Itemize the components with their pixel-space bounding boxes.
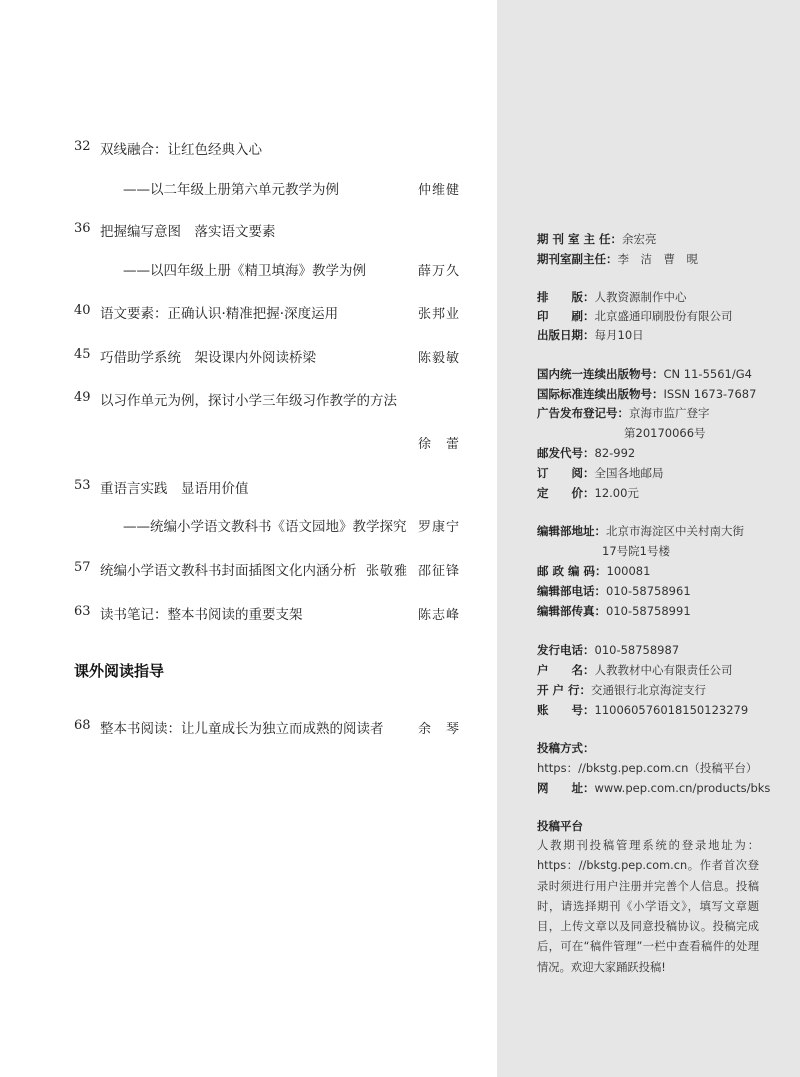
toc-article-author: 陈毅敏 [418, 351, 461, 366]
toc-article-title[interactable]: 统编小学语文教科书封面插图文化内涵分析 [100, 563, 357, 579]
section-heading: 课外阅读指导 [74, 662, 165, 680]
account-name-label: 户 名： [537, 663, 595, 677]
director-value: 余宏亮 [622, 232, 657, 246]
order-value: 全国各地邮局 [594, 466, 664, 480]
toc-article-author: 徐 蕾 [418, 437, 461, 452]
colophon-ad [537, 405, 710, 421]
toc-article-author: 罗康宁 [418, 520, 461, 535]
toc-article-title[interactable]: 语文要素：正确认识·精准把握·深度运用 [100, 306, 339, 322]
post-value: 82-992 [594, 446, 636, 460]
toc-article-title[interactable]: 整本书阅读：让儿童成长为独立而成熟的阅读者 [100, 721, 384, 737]
toc-page-number: 57 [74, 560, 91, 575]
colophon-account-name [537, 662, 733, 678]
fax-value: 010-58758991 [606, 604, 691, 618]
toc-page-number: 36 [74, 221, 91, 236]
date-value: 每月10日 [594, 328, 644, 342]
toc-article-author: 余 琴 [418, 722, 461, 737]
toc-article-coauthor: 张敬雅 [366, 564, 409, 579]
colophon-price [537, 485, 639, 501]
ad-value: 京海市监广登字 [629, 406, 710, 420]
price-value: 12.00元 [594, 486, 639, 500]
submit-heading: 投稿方式： [537, 741, 595, 755]
platform-heading: 投稿平台 [537, 819, 583, 833]
site-label: 网 址： [537, 781, 595, 795]
bank-label: 开 户 行： [537, 683, 592, 697]
toc-article-subtitle: ——统编小学语文教科书《语文园地》教学探究 [123, 519, 407, 535]
toc-article-subtitle: ——以四年级上册《精卫填海》教学为例 [123, 263, 366, 279]
ad-value-2: 第20170066号 [624, 426, 706, 440]
cn-value: CN 11-5561/G4 [663, 367, 752, 381]
post-label: 邮发代号： [537, 446, 595, 460]
director-label: 期 刊 室 主 任： [537, 232, 623, 246]
colophon-bank [537, 682, 706, 698]
toc-article-author: 邵征锋 [418, 564, 461, 579]
cn-label: 国内统一连续出版物号： [537, 367, 664, 381]
colophon-ad-line2 [624, 425, 706, 441]
colophon-address-line2 [602, 543, 670, 559]
toc-article-author: 陈志峰 [418, 608, 461, 623]
zip-label: 邮 政 编 码： [537, 564, 607, 578]
colophon-date [537, 327, 644, 343]
colophon-post [537, 445, 635, 461]
address-label: 编辑部地址： [537, 524, 606, 538]
order-label: 订 阅： [537, 466, 595, 480]
colophon-issn [537, 386, 756, 402]
toc-article-title[interactable]: 读书笔记：整本书阅读的重要支架 [100, 607, 303, 623]
colophon-print [537, 308, 733, 324]
colophon-director [537, 231, 657, 247]
toc-article-author: 薛万久 [418, 264, 461, 279]
colophon-fax [537, 603, 691, 619]
bank-value: 交通银行北京海淀支行 [591, 683, 707, 697]
toc-page-number: 32 [74, 139, 91, 154]
toc-article-title[interactable]: 把握编写意图 落实语文要素 [100, 224, 276, 240]
ad-label: 广告发布登记号： [537, 406, 629, 420]
colophon-cn [537, 366, 752, 382]
zip-value: 100081 [606, 564, 651, 578]
toc-page-number: 45 [74, 347, 91, 362]
colophon-zip [537, 563, 650, 579]
toc-article-title[interactable]: 重语言实践 显语用价值 [100, 481, 249, 497]
toc-page-number: 63 [74, 604, 91, 619]
account-value: 110060576018150123279 [594, 703, 749, 717]
colophon-account [537, 702, 748, 718]
toc-article-author: 张邦业 [418, 307, 461, 322]
colophon-deputy [537, 251, 698, 267]
colophon-layout [537, 289, 687, 305]
toc-article-author: 仲维健 [418, 183, 461, 198]
issn-value: ISSN 1673-7687 [663, 387, 757, 401]
toc-article-title[interactable]: 巧借助学系统 架设课内外阅读桥梁 [100, 350, 316, 366]
price-label: 定 价： [537, 486, 595, 500]
colophon-issue-tel [537, 642, 679, 658]
deputy-label: 期刊室副主任： [537, 252, 618, 266]
toc-page-number: 53 [74, 478, 91, 493]
tel-value: 010-58758961 [606, 584, 691, 598]
print-label: 印 刷： [537, 309, 595, 323]
issn-label: 国际标准连续出版物号： [537, 387, 664, 401]
toc-page-number: 49 [74, 390, 91, 405]
account-name-value: 人教教材中心有限责任公司 [594, 663, 733, 677]
issue-tel-value: 010-58758987 [594, 643, 680, 657]
address-value: 北京市海淀区中关村南大街 [606, 524, 744, 538]
colophon-tel [537, 583, 691, 599]
colophon-order [537, 465, 664, 481]
toc-page-number: 40 [74, 303, 91, 318]
issue-tel-label: 发行电话： [537, 643, 595, 657]
site-link[interactable]: www.pep.com.cn/products/bks [594, 781, 771, 795]
deputy-value: 李 洁 曹 晛 [617, 252, 698, 266]
toc-page-number: 68 [74, 718, 91, 733]
submit-url-value[interactable]: https：//bkstg.pep.com.cn（投稿平台） [537, 761, 758, 775]
address-value-2: 17号院1号楼 [602, 544, 670, 558]
toc-article-title[interactable]: 以习作单元为例，探讨小学三年级习作教学的方法 [100, 393, 397, 409]
colophon-address [537, 523, 744, 539]
platform-description: 人教期刊投稿管理系统的登录地址为：https：//bkstg.pep.com.cn。作者首次登录时须进行用户注册并完善个人信息。投稿时，请选择期刊《小学语文》，填写文章题目，上传文章以及同意投稿协议。投稿完成后，可在“稿件管理”一栏中查看稿件的处理情况。欢迎大家踊跃投稿! [537, 839, 759, 974]
print-value: 北京盛通印刷股份有限公司 [594, 309, 733, 323]
colophon-site [537, 780, 770, 796]
toc-article-title[interactable]: 双线融合：让红色经典入心 [100, 142, 262, 158]
account-label: 账 号： [537, 703, 595, 717]
date-label: 出版日期： [537, 328, 595, 342]
layout-value: 人教资源制作中心 [594, 290, 687, 304]
toc-article-subtitle: ——以二年级上册第六单元教学为例 [123, 182, 339, 198]
submit-url[interactable] [537, 760, 757, 776]
layout-label: 排 版： [537, 290, 595, 304]
fax-label: 编辑部传真： [537, 604, 606, 618]
tel-label: 编辑部电话： [537, 584, 606, 598]
